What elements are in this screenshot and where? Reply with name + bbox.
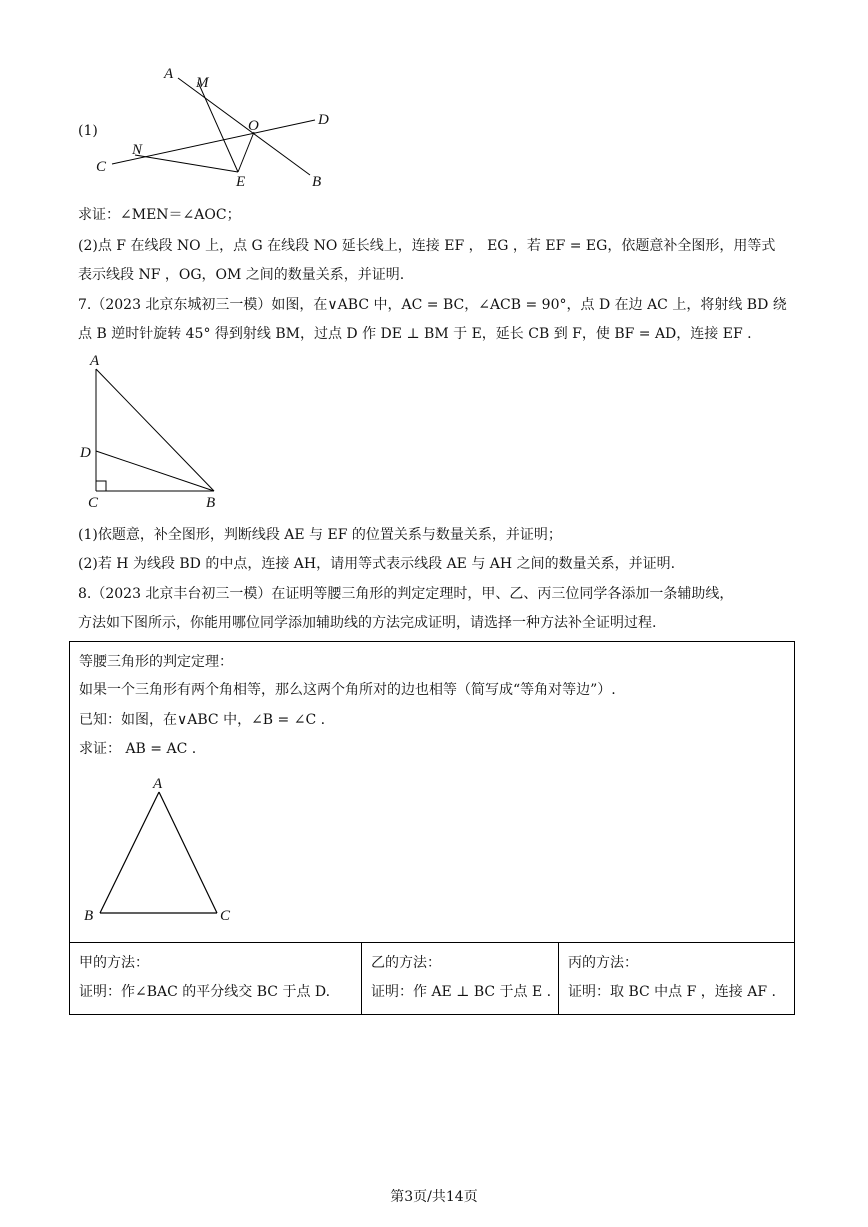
q7-question-line1: 7.（2023 北京东城初三一模）如图，在∨ABC 中，AC = BC，∠ACB = 90°，点 D 在边 AC 上，将射线 BD 绕 (78, 297, 787, 313)
label-a: A (164, 66, 174, 82)
method-yi-proof: 证明：作 AE ⊥ BC 于点 E . (371, 984, 552, 1000)
page-number: 第3页/共14页 (390, 1189, 478, 1205)
method-yi-title: 乙的方法： (371, 955, 441, 971)
q7-question-line2: 点 B 逆时针旋转 45° 得到射线 BM，过点 D 作 DE ⊥ BM 于 E，延长 CB 到 F，使 BF = AD，连接 EF . (78, 326, 752, 342)
label-c: C (220, 908, 231, 924)
line-ab (178, 78, 310, 175)
segment-me (198, 82, 238, 172)
q7-part1: (1)依题意，补全图形，判断线段 AE 与 EF 的位置关系与数量关系，并证明； (78, 527, 562, 543)
method-bing-title: 丙的方法： (568, 955, 638, 971)
box-divider-horizontal (70, 942, 794, 943)
theorem-title: 等腰三角形的判定定理： (79, 654, 233, 670)
label-b: B (312, 174, 322, 190)
q8-question-line1: 8.（2023 北京丰台初三一模）在证明等腰三角形的判定定理时，甲、乙、丙三位同学各添加一条辅助线， (78, 586, 734, 602)
method-jia-proof: 证明：作∠BAC 的平分线交 BC 于点 D. (79, 984, 331, 1000)
theorem-statement: 如果一个三角形有两个角相等，那么这两个角所对的边也相等（简写成“等角对等边”）. (79, 682, 616, 698)
label-c: C (96, 159, 107, 175)
box-divider-right (558, 942, 559, 1014)
label-d: D (318, 112, 329, 128)
right-angle-mark (96, 481, 106, 491)
label-d: D (80, 445, 91, 461)
label-o: O (248, 118, 259, 134)
side-ac (159, 792, 217, 913)
line-cd (112, 120, 315, 164)
q6-part2-line1: (2)点 F 在线段 NO 上，点 G 在线段 NO 延长线上，连接 EF ， EG ，若 EF = EG，依题意补全图形，用等式 (78, 238, 776, 254)
method-bing-proof: 证明：取 BC 中点 F ，连接 AF . (568, 984, 776, 1000)
figure-1-sub-label: (1) (78, 123, 98, 139)
label-c: C (88, 495, 99, 511)
segment-ne (135, 155, 238, 172)
side-ab (100, 792, 159, 913)
segment-db (96, 451, 214, 491)
method-jia-title: 甲的方法： (79, 955, 149, 971)
label-b: B (84, 908, 94, 924)
segment-ab (96, 369, 214, 491)
label-b: B (206, 495, 216, 511)
label-n: N (132, 142, 143, 158)
figure-1-diagram (60, 60, 360, 195)
label-m: M (196, 75, 209, 91)
q6-prove-statement: 求证：∠MEN＝∠AOC； (78, 207, 241, 223)
theorem-given: 已知：如图，在∨ABC 中，∠B = ∠C . (79, 712, 326, 728)
q6-part2-line2: 表示线段 NF ，OG，OM 之间的数量关系，并证明. (78, 267, 405, 283)
label-e: E (236, 174, 246, 190)
q8-theorem-box (69, 641, 795, 1015)
segment-oe (238, 132, 254, 172)
box-divider-left (361, 942, 362, 1014)
q8-question-line2: 方法如下图所示，你能用哪位同学添加辅助线的方法完成证明，请选择一种方法补全证明过程. (78, 615, 657, 631)
label-a: A (153, 776, 163, 792)
figure-q7-diagram (70, 345, 240, 515)
isosceles-triangle-figure (80, 770, 250, 930)
q7-part2: (2)若 H 为线段 BD 的中点，连接 AH，请用等式表示线段 AE 与 AH 之间的数量关系，并证明. (78, 556, 676, 572)
theorem-prove: 求证： AB = AC . (79, 741, 197, 757)
label-a: A (90, 353, 100, 369)
